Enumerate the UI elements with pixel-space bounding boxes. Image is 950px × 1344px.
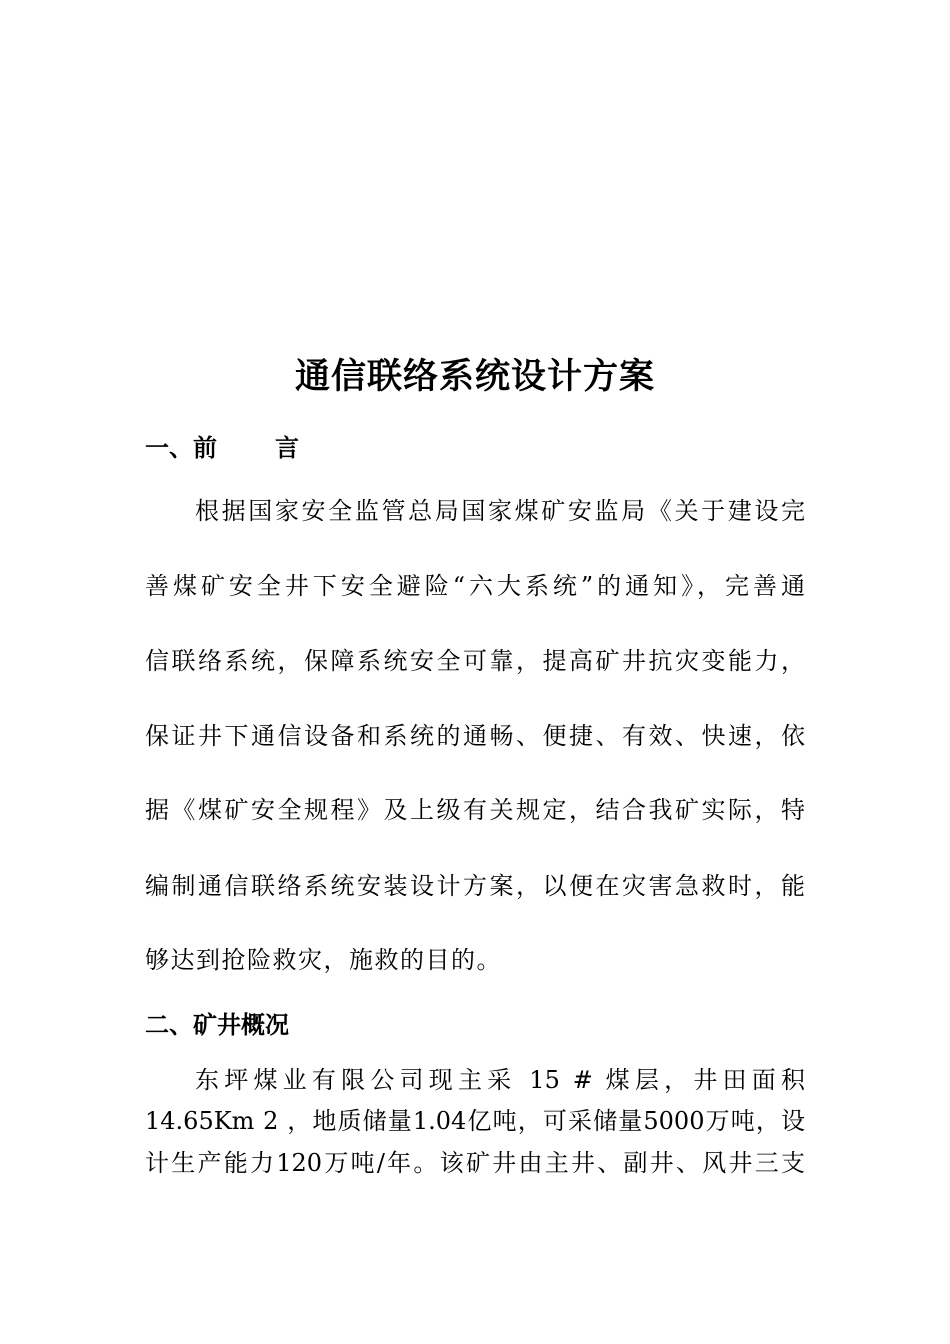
section-heading-end: 言 [275, 433, 299, 462]
paragraph-line: 计生产能力120万吨/年。该矿井由主井、副井、风井三支 [145, 1149, 805, 1177]
paragraph-line: 据《煤矿安全规程》及上级有关规定，结合我矿实际，特 [145, 796, 805, 824]
section-heading-preface [145, 431, 299, 465]
paragraph-line: 善煤矿安全井下安全避险“六大系统”的通知》，完善通 [145, 572, 805, 600]
document-title: 通信联络系统设计方案 [294, 356, 655, 397]
paragraph-line: 够达到抢险救灾，施救的目的。 [145, 946, 502, 974]
section-heading-number: 一、前 [145, 433, 217, 462]
paragraph-line: 编制通信联络系统安装设计方案，以便在灾害急救时，能 [145, 872, 805, 900]
paragraph-line: 信联络系统，保障系统安全可靠，提高矿井抗灾变能力， [145, 647, 805, 675]
section-heading-mine-overview: 二、矿井概况 [145, 1010, 289, 1039]
paragraph-line: 保证井下通信设备和系统的通畅、便捷、有效、快速，依 [145, 722, 805, 750]
paragraph-line: 14.65Km 2 ，地质储量1.04亿吨，可采储量5000万吨，设 [145, 1107, 805, 1135]
paragraph-line: 东坪煤业有限公司现主采 15 # 煤层，井田面积 [195, 1066, 805, 1094]
paragraph-line: 根据国家安全监管总局国家煤矿安监局《关于建设完 [195, 497, 805, 525]
